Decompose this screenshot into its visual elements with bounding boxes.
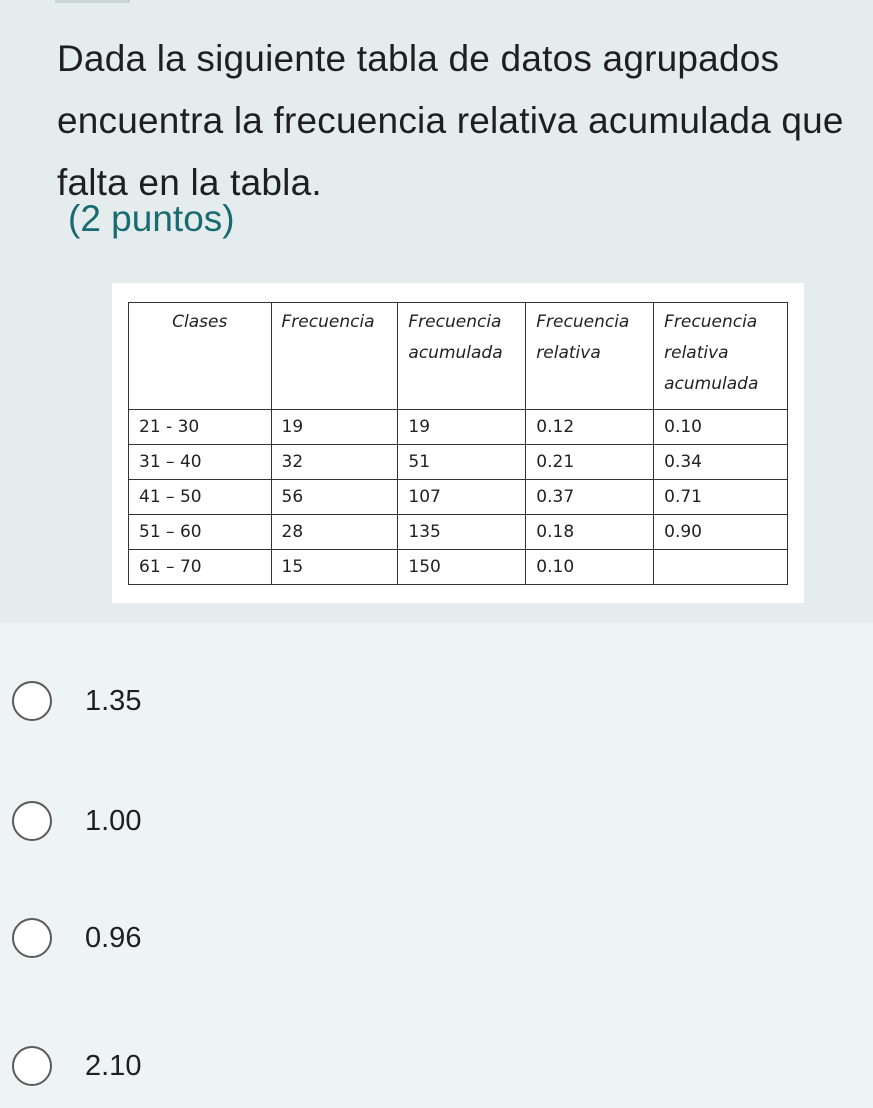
table-cell: 31 – 40 [129, 445, 272, 480]
table-cell: 0.10 [526, 550, 654, 585]
option-label: 1.35 [85, 685, 142, 717]
radio-button-icon[interactable] [12, 1046, 52, 1086]
option-label: 0.96 [85, 922, 142, 954]
table-cell: 19 [398, 410, 526, 445]
option-0-96[interactable] [0, 898, 873, 978]
table-cell: 15 [271, 550, 398, 585]
option-1-00[interactable] [0, 781, 873, 861]
question-text: Dada la siguiente tabla de datos agrupados encuentra la frecuencia relativa acumulada que falta en la tabla. [57, 38, 844, 203]
frequency-table [128, 302, 788, 585]
table-row [129, 410, 788, 445]
header-frecuencia-relativa: Frecuencia relativa [526, 303, 654, 410]
top-accent-bar [55, 0, 130, 3]
table-cell: 51 [398, 445, 526, 480]
header-frecuencia-acumulada: Frecuencia acumulada [398, 303, 526, 410]
table-cell: 0.12 [526, 410, 654, 445]
data-table-image [112, 283, 804, 603]
option-label: 1.00 [85, 805, 142, 837]
header-clases: Clases [129, 303, 272, 410]
table-cell: 0.34 [654, 445, 788, 480]
table-cell: 0.10 [654, 410, 788, 445]
table-cell: 41 – 50 [129, 480, 272, 515]
table-cell: 0.18 [526, 515, 654, 550]
radio-button-icon[interactable] [12, 918, 52, 958]
header-frecuencia: Frecuencia [271, 303, 398, 410]
table-cell: 28 [271, 515, 398, 550]
table-cell-empty [654, 550, 788, 585]
table-cell: 107 [398, 480, 526, 515]
table-row [129, 550, 788, 585]
table-cell: 61 – 70 [129, 550, 272, 585]
table-cell: 0.71 [654, 480, 788, 515]
radio-button-icon[interactable] [12, 801, 52, 841]
option-1-35[interactable] [0, 661, 873, 741]
table-header-row [129, 303, 788, 410]
table-row [129, 445, 788, 480]
table-cell: 21 - 30 [129, 410, 272, 445]
table-cell: 32 [271, 445, 398, 480]
table-cell: 19 [271, 410, 398, 445]
option-2-10[interactable] [0, 1026, 873, 1106]
header-frecuencia-relativa-acumulada: Frecuencia relativa acumulada [654, 303, 788, 410]
table-row [129, 480, 788, 515]
option-label: 2.10 [85, 1050, 142, 1082]
table-cell: 135 [398, 515, 526, 550]
table-cell: 56 [271, 480, 398, 515]
radio-button-icon[interactable] [12, 681, 52, 721]
table-cell: 0.21 [526, 445, 654, 480]
table-row [129, 515, 788, 550]
points-label: (2 puntos) [68, 198, 235, 239]
table-cell: 0.37 [526, 480, 654, 515]
table-cell: 0.90 [654, 515, 788, 550]
table-cell: 51 – 60 [129, 515, 272, 550]
table-cell: 150 [398, 550, 526, 585]
